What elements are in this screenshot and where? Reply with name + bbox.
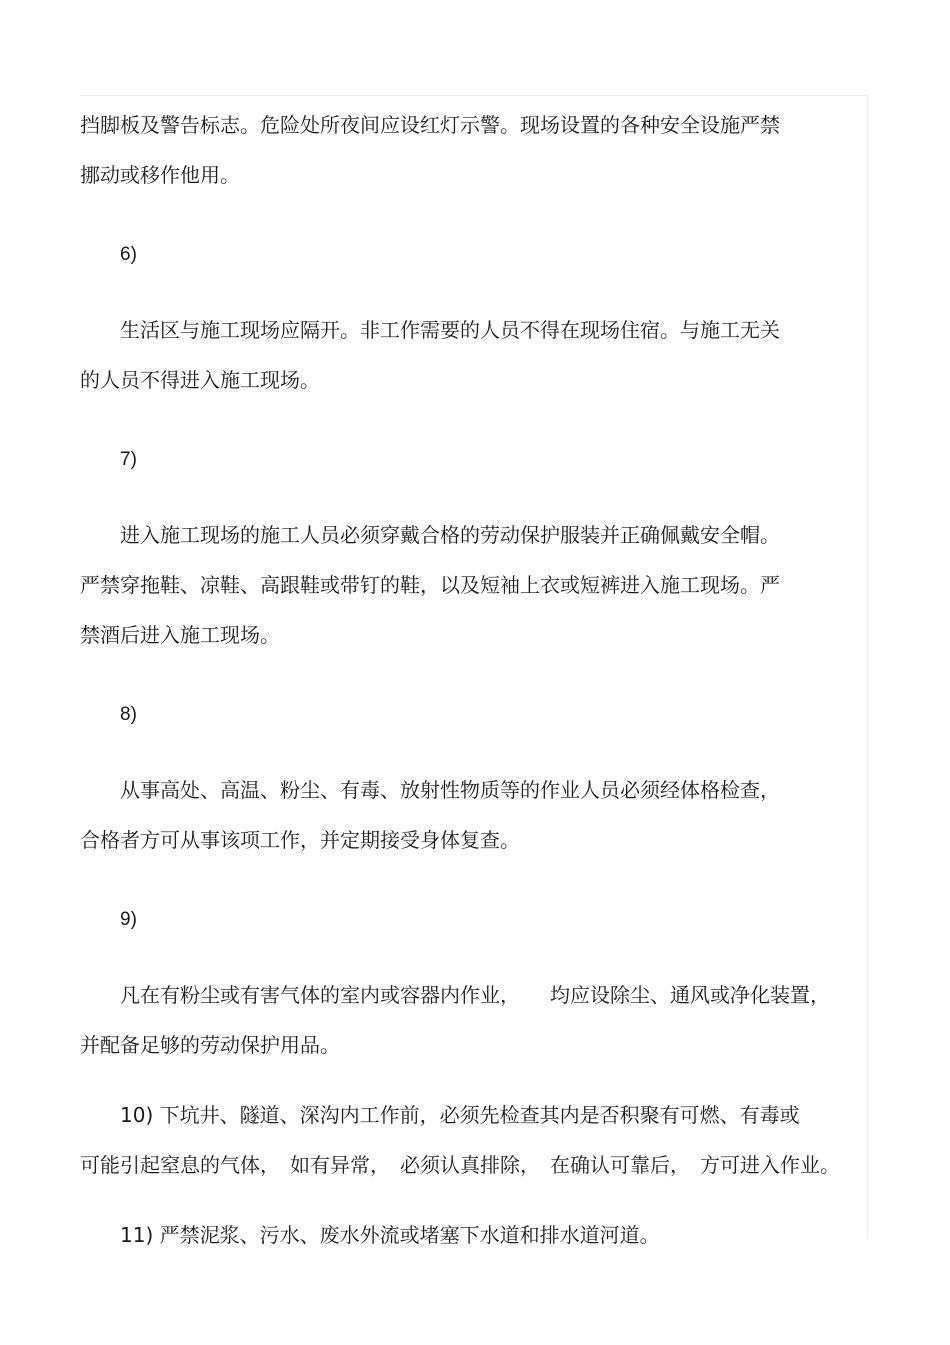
text-line: 生活区与施工现场应隔开。非工作需要的人员不得在现场住宿。与施工无关	[120, 318, 780, 342]
item-paragraph-10	[80, 1090, 860, 1190]
item-paragraph-8	[80, 765, 860, 865]
text-line: 的人员不得进入施工现场。	[80, 368, 320, 392]
text-line: 凡在有粉尘或有害气体的室内或容器内作业， 均应设除尘、通风或净化装置，	[120, 983, 830, 1007]
text-line: 11) 严禁泥浆、污水、废水外流或堵塞下水道和排水道河道。	[120, 1223, 660, 1247]
item-paragraph-7	[80, 510, 860, 660]
text-line: 合格者方可从事该项工作，并定期接受身体复查。	[80, 828, 520, 852]
text-line: 可能引起窒息的气体， 如有异常， 必须认真排除， 在确认可靠后， 方可进入作业。	[80, 1153, 840, 1177]
intro-paragraph	[80, 100, 860, 200]
item-number-7: 7)	[120, 449, 137, 470]
text-line: 禁酒后进入施工现场。	[80, 623, 280, 647]
item-paragraph-11	[80, 1210, 860, 1260]
text-line: 并配备足够的劳动保护用品。	[80, 1033, 340, 1057]
item-paragraph-6	[80, 305, 860, 405]
text-line: 进入施工现场的施工人员必须穿戴合格的劳动保护服装并正确佩戴安全帽。	[120, 523, 780, 547]
text-line: 挡脚板及警告标志。危险处所夜间应设红灯示警。现场设置的各种安全设施严禁	[80, 113, 780, 137]
text-line: 从事高处、高温、粉尘、有毒、放射性物质等的作业人员必须经体格检查，	[120, 778, 780, 802]
item-number-6: 6)	[120, 244, 137, 265]
item-number-8: 8)	[120, 704, 137, 725]
text-line: 10) 下坑井、隧道、深沟内工作前，必须先检查其内是否积聚有可燃、有毒或	[120, 1103, 800, 1127]
item-paragraph-9	[80, 970, 860, 1070]
text-line: 挪动或移作他用。	[80, 163, 240, 187]
text-line: 严禁穿拖鞋、凉鞋、高跟鞋或带钉的鞋，以及短袖上衣或短裤进入施工现场。严	[80, 573, 780, 597]
item-number-9: 9)	[120, 909, 137, 930]
document-body	[80, 100, 860, 1260]
